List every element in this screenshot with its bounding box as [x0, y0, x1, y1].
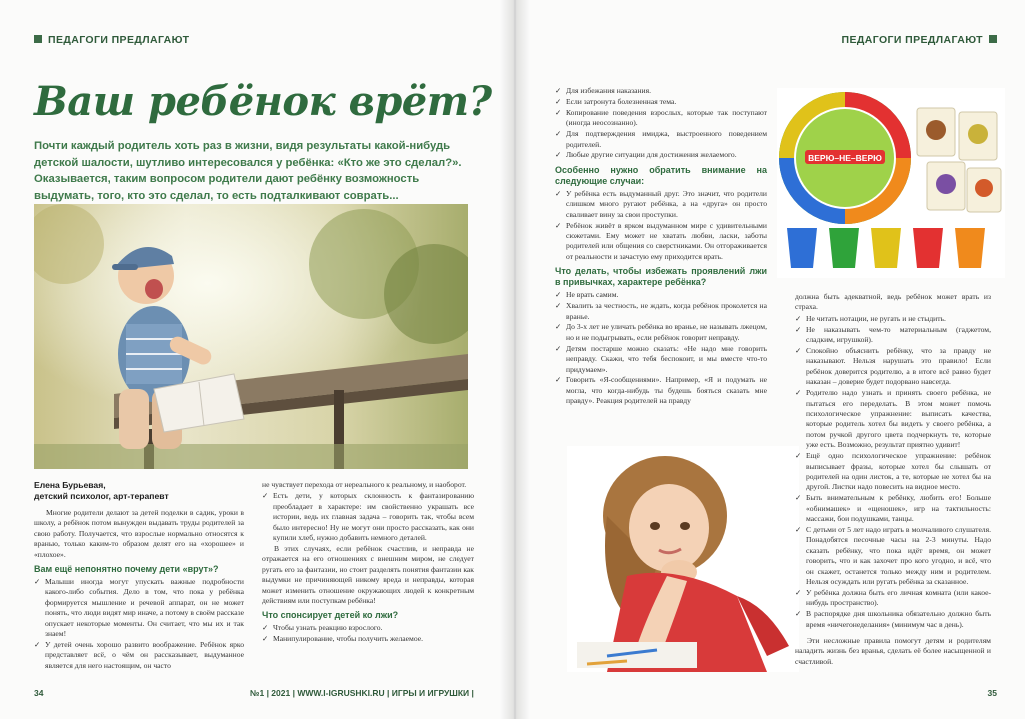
list-item: ✓ Ребёнок живёт в ярком выдуманном мире с удивительными сюжетами. Ему может не хватать любви, ласки, заботы родителей или общения со сверстниками. Он отгораживается от реальности и зачастую ему приходится врать.	[555, 220, 767, 261]
checkmark-icon: ✓	[795, 346, 802, 356]
checkmark-icon: ✓	[555, 220, 562, 230]
advice-list	[795, 314, 991, 630]
fantasy-list	[262, 491, 474, 543]
checkmark-icon: ✓	[795, 587, 802, 597]
list-item: ✓ Манипулирование, чтобы получить желаемое.	[262, 634, 423, 644]
list-item: ✓ Чтобы узнать реакцию взрослого.	[262, 623, 383, 633]
section-label-right: ПЕДАГОГИ ПРЕДЛАГАЮТ	[842, 34, 997, 46]
boy-photo	[34, 204, 468, 469]
continued-paragraph: должна быть адекватной, ведь ребёнок может врать из страха.	[795, 292, 991, 312]
checkmark-icon: ✓	[555, 301, 562, 311]
list-item: ✓ Для избежания наказания.	[555, 86, 651, 95]
cup-2	[871, 228, 901, 268]
section-heading-why-lie: Вам ещё непонятно почему дети «врут»?	[34, 564, 219, 575]
checkmark-icon: ✓	[555, 290, 562, 300]
paragraph: В этих случаях, если ребёнок счастлив, и неправда не отражается на его отношениях с внешним миром, не следует ругать его за фантазии, но стоит разделять понятия фантазии как выдумки не причиняющей никому вреда и неправды, которая может изменить отношение окружающих людей к конкретным действиям или поступкам ребёнка!	[262, 543, 474, 605]
list-item: ✓ Быть внимательным к ребёнку, любить его! Больше «обнимашек» и «щеношек», игр на тактильность: массажи, бои подушками, танцы.	[795, 493, 991, 524]
section-heading-what-to-do: Что делать, чтобы избежать проявлений лжи в привычках, характере ребёнка?	[555, 266, 767, 288]
checkmark-icon: ✓	[555, 86, 562, 95]
list-item: ✓ Есть дети, у которых склонность к фантазированию преобладает в характере: им свойственно украшать все истории, ведь их главная задача – говорить так, чтобы всем было интересно! Ну не могут они просто рассказать, как они купили хлеб, нужно добавить немного деталей.	[262, 491, 474, 543]
cases-list	[555, 189, 767, 262]
list-item: ✓ Не наказывать чем-то материальным (гаджетом, сладким, игрушкой).	[795, 324, 991, 345]
article-title: Ваш ребёнок врёт?	[34, 78, 492, 125]
list-item: ✓ До 3-х лет не уличать ребёнка во вранье, не называть лжецом, но и не подыгрывать, если ребёнок говорит неправду.	[555, 322, 767, 342]
article-lead: Почти каждый родитель хоть раз в жизни, видя результаты какой-нибудь детской шалости, шутливо интересовался у ребёнка: «Кто же это сделал?». Оказывается, таким вопросом родители дают ребёнку возможность выдумать, того, кто это сделал, то есть подталкивают соврать...	[34, 140, 462, 202]
checkmark-icon: ✓	[555, 375, 562, 385]
checkmark-icon: ✓	[262, 634, 269, 644]
checkmark-icon: ✓	[34, 639, 41, 649]
cup-3	[913, 228, 943, 268]
cups	[787, 228, 985, 268]
checkmark-icon: ✓	[795, 388, 802, 398]
checkmark-icon: ✓	[795, 524, 802, 534]
checkmark-icon: ✓	[555, 107, 562, 117]
list-item: ✓ В распорядке дня школьника обязательно должно быть время «ничегонеделания» (минимум час в день).	[795, 609, 991, 629]
tips-list	[555, 290, 767, 406]
girl-photo	[567, 446, 802, 672]
list-item: ✓ Копирование поведения взрослых, которые так поступают (иногда неосознанно).	[555, 107, 767, 128]
list-item: ✓ Любые другие ситуации для достижения желаемого.	[555, 150, 737, 160]
board-game-photo	[777, 88, 1005, 278]
list-item: ✓ Не врать самим.	[555, 290, 619, 300]
checkmark-icon: ✓	[34, 577, 41, 587]
list-item: ✓ Для подтверждения имиджа, выстроенного поведением родителей.	[555, 129, 767, 149]
reasons-list	[34, 577, 244, 671]
page-number-right: 35	[987, 688, 997, 698]
square-bullet-icon	[989, 35, 997, 43]
checkmark-icon: ✓	[795, 451, 802, 461]
list-item: ✓ Малыши иногда могут упускать важные подробности какого-либо события. Дело в том, что пока у ребёнка формируется мышление и речевой аппарат, он не может понять, что люди видят мир иначе, а потому в своём рассказе опускает некоторые моменты. Он считает, что мы их и так знаем!	[34, 577, 244, 639]
checkmark-icon: ✓	[795, 313, 802, 323]
author-byline	[34, 480, 169, 502]
list-item: ✓ Спокойно объяснить ребёнку, что за правду не наказывают. Нельзя нарушать это правило! Если ребёнок доверится родителю, а в итоге всё равно будет наказан – доверие будет подорвано навсегда.	[795, 346, 991, 387]
checkmark-icon: ✓	[795, 324, 802, 334]
checkmark-icon: ✓	[555, 96, 562, 106]
checkmark-icon: ✓	[262, 491, 269, 501]
checkmark-icon: ✓	[795, 609, 802, 619]
checkmark-icon: ✓	[555, 129, 562, 139]
checkmark-icon: ✓	[555, 322, 562, 332]
list-item: ✓ Детям постарше можно сказать: «Не надо мне говорить неправду. Скажи, что тебя беспокоит, и мы вместе что-то придумаем».	[555, 343, 767, 374]
page-number-left: 34	[34, 688, 44, 698]
list-item: ✓ Не читать нотации, не ругать и не стыдить.	[795, 313, 946, 323]
list-item: ✓ Говорить «Я-сообщениями». Например, «Я и подумать не могла, что когда-нибудь ты будешь бояться сказать мне правду». Реакция родителей на правду	[555, 375, 767, 406]
cup-1	[829, 228, 859, 268]
list-item: ✓ Хвалить за честность, не ждать, когда ребёнок проколется на вранье.	[555, 301, 767, 321]
list-item: ✓ Родителю надо узнать и принять своего ребёнка, не пытаться его переделать. В этом может помочь психологическое упражнение: выписать качества, которые родитель хотел бы видеть у своего ребёнка, а потом ручкой другого цвета подчеркнуть те, которые уже есть. Возможно, результат приятно удивит!	[795, 388, 991, 450]
list-item: ✓ У ребёнка должна быть его личная комната (или какое-нибудь пространство).	[795, 587, 991, 608]
author-role: детский психолог, арт-терапевт	[34, 491, 169, 501]
right-column-2	[795, 292, 991, 668]
closing-paragraph: Эти несложные правила помогут детям и родителям наладить жизнь без вранья, сделать её более насыщенной и счастливой.	[795, 636, 991, 666]
list-item: ✓ Если затронута болезненная тема.	[555, 96, 677, 106]
checkmark-icon: ✓	[795, 493, 802, 503]
square-bullet-icon	[34, 35, 42, 43]
checkmark-icon: ✓	[555, 188, 562, 198]
continued-paragraph: не чувствует перехода от нереального к реальному, и наоборот.	[262, 480, 467, 489]
cup-0	[787, 228, 817, 268]
more-motives-list	[555, 86, 767, 161]
author-name: Елена Бурьевая,	[34, 480, 106, 490]
section-label-left: ПЕДАГОГИ ПРЕДЛАГАЮТ	[34, 34, 189, 46]
right-column-1	[555, 86, 767, 407]
motives-list	[262, 623, 474, 644]
intro-paragraph: Многие родители делают за детей поделки в садик, уроки в школу, а ребёнок потом вынужден выдавать труды родителей за свою работу. Получается, что взрослые нормально относятся к вранью, только каким-то образом делят его на «хорошее» и «плохое».	[34, 508, 244, 559]
left-column-2	[262, 480, 474, 645]
list-item: ✓ У детей очень хорошо развито воображение. Ребёнок ярко представляет всё, о чём он рассказывает, выдуманное является для него настоящим, он часто	[34, 639, 244, 670]
section-heading-what-drives: Что спонсирует детей ко лжи?	[262, 610, 399, 621]
left-column-1	[34, 508, 244, 672]
list-item: ✓ У ребёнка есть выдуманный друг. Это значит, что родители слишком много ругают ребёнка, а на «друга» он просто сваливает вину за свои проступки.	[555, 188, 767, 219]
list-item: ✓ С детьми от 5 лет надо играть в молчаливого слушателя. Понадобятся песочные часы на 2-3 минуты. Надо сказать ребёнку, что пока идёт время, он может говорить, что и как захочет про кого угодно, и всё, что он скажет, останется только между ним и родителем. Нельзя осуждать или ругать ребёнка за сказанное.	[795, 524, 991, 586]
list-item: ✓ Ещё одно психологическое упражнение: ребёнок выписывает фразы, которые хотел бы слышать от родителей на один листок, а те, которые не хотел бы на другой. Листки надо повесить на видное место.	[795, 451, 991, 492]
left-page	[0, 0, 512, 719]
cup-4	[955, 228, 985, 268]
checkmark-icon: ✓	[555, 150, 562, 160]
checkmark-icon: ✓	[555, 343, 562, 353]
right-page	[512, 0, 1025, 719]
issue-footer: №1 | 2021 | WWW.I-IGRUSHKI.RU | ИГРЫ И ИГРУШКИ |	[250, 688, 474, 698]
checkmark-icon: ✓	[262, 623, 269, 633]
game-label: ВЕРЮ–НЕ–ВЕРЮ	[808, 153, 882, 163]
section-heading-attention: Особенно нужно обратить внимание на следующие случаи:	[555, 164, 767, 186]
